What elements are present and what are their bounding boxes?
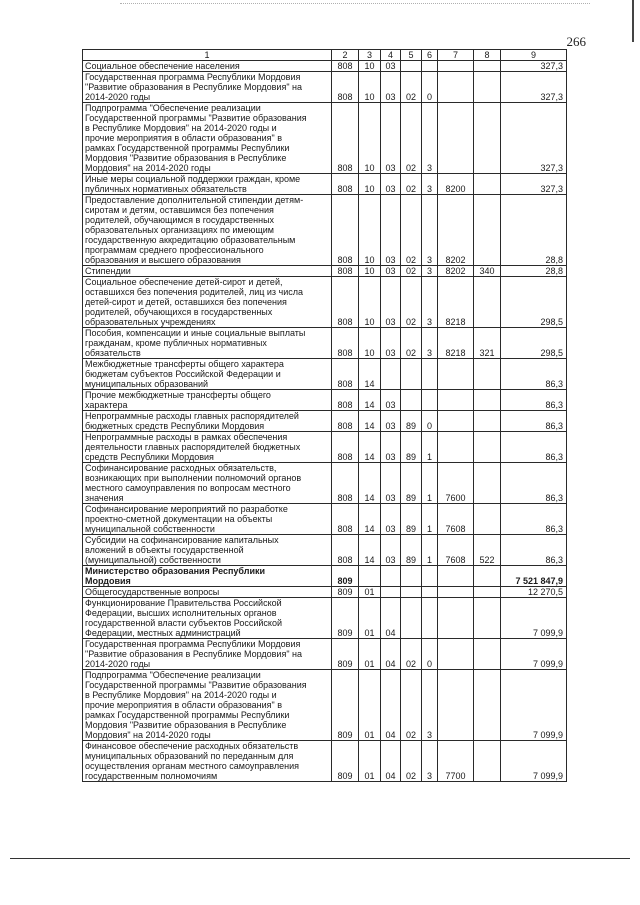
description-line: (муниципальной) собственности: [85, 555, 221, 565]
code-expense-type-cell: [474, 195, 501, 266]
code-direction-cell: [438, 390, 474, 411]
description-line: государственным полномочиям: [85, 771, 218, 781]
amount-cell: 7 099,9: [501, 639, 567, 670]
code-subprogram-cell: 1: [422, 535, 438, 566]
code-section-cell: 10: [359, 328, 381, 359]
description-line: местного самоуправления по вопросам местного: [85, 483, 291, 493]
description-line: гражданам, кроме публичных нормативных: [85, 338, 267, 348]
amount-cell: 86,3: [501, 432, 567, 463]
code-subsection-cell: 03: [381, 277, 401, 328]
description-line: Межбюджетные трансферты общего характера: [85, 359, 284, 369]
description-line: Непрограммные расходы в рамках обеспечения: [85, 432, 288, 442]
code-expense-type-cell: [474, 432, 501, 463]
description-line: прочие мероприятия в области образования" в: [85, 133, 282, 143]
description-line: образования и высшего образования: [85, 255, 241, 265]
description-line: Социальное обеспечение детей-сирот и детей,: [85, 277, 283, 287]
code-program-cell: 02: [401, 195, 422, 266]
description-line: Государственной программы "Развитие образования: [85, 113, 307, 123]
code-expense-type-cell: [474, 741, 501, 782]
description-cell: [83, 411, 332, 432]
code-program-cell: 02: [401, 266, 422, 277]
description-line: "Развитие образования в Республике Мордовия" на: [85, 649, 303, 659]
description-line: образовательных учреждениях: [85, 317, 216, 327]
code-subprogram-cell: 3: [422, 103, 438, 174]
description-line: деятельности главных распорядителей бюджетных: [85, 442, 301, 452]
table-row: [83, 61, 567, 72]
code-subsection-cell: 03: [381, 103, 401, 174]
description-line: родителей, обучающихся в государственных: [85, 307, 273, 317]
code-ministry-cell: 808: [332, 432, 359, 463]
code-expense-type-cell: [474, 277, 501, 328]
description-line: муниципальных образований: [85, 379, 209, 389]
amount-cell: 12 270,5: [501, 587, 567, 598]
description-line: программам среднего профессионального: [85, 245, 264, 255]
description-cell: [83, 598, 332, 639]
code-section-cell: 10: [359, 61, 381, 72]
code-subprogram-cell: [422, 359, 438, 390]
code-subprogram-cell: 3: [422, 328, 438, 359]
description-line: Стипендии: [85, 266, 131, 276]
code-section-cell: [359, 566, 381, 587]
code-ministry-cell: 808: [332, 390, 359, 411]
description-cell: [83, 195, 332, 266]
code-direction-cell: [438, 670, 474, 741]
description-line: в Республике Мордовия" на 2014-2020 годы и: [85, 690, 277, 700]
description-cell: [83, 504, 332, 535]
code-section-cell: 14: [359, 463, 381, 504]
code-expense-type-cell: [474, 463, 501, 504]
description-line: возникающих при выполнении полномочий органов: [85, 473, 302, 483]
table-row: [83, 741, 567, 782]
description-line: Иные меры социальной поддержки граждан, кроме: [85, 174, 301, 184]
description-cell: [83, 741, 332, 782]
amount-cell: 298,5: [501, 328, 567, 359]
budget-table: [82, 49, 567, 782]
code-program-cell: 02: [401, 174, 422, 195]
code-ministry-cell: 809: [332, 639, 359, 670]
code-expense-type-cell: 340: [474, 266, 501, 277]
code-ministry-cell: 808: [332, 61, 359, 72]
code-subprogram-cell: [422, 587, 438, 598]
header-cell: 5: [401, 50, 422, 61]
description-line: Софинансирование расходных обязательств,: [85, 463, 277, 473]
code-section-cell: 01: [359, 587, 381, 598]
code-section-cell: 10: [359, 277, 381, 328]
code-section-cell: 01: [359, 670, 381, 741]
scan-corner-mark: [632, 0, 634, 42]
description-line: Функционирование Правительства Российской: [85, 598, 282, 608]
description-cell: [83, 328, 332, 359]
table-row: [83, 103, 567, 174]
code-program-cell: 02: [401, 670, 422, 741]
code-program-cell: 02: [401, 741, 422, 782]
header-cell: 3: [359, 50, 381, 61]
description-line: оставшихся без попечения родителей, лиц из числа: [85, 287, 304, 297]
amount-cell: 7 099,9: [501, 741, 567, 782]
code-subprogram-cell: 1: [422, 432, 438, 463]
code-subsection-cell: 03: [381, 390, 401, 411]
header-cell: 7: [438, 50, 474, 61]
code-program-cell: [401, 566, 422, 587]
description-line: осуществления органам местного самоуправления: [85, 761, 299, 771]
code-ministry-cell: 809: [332, 598, 359, 639]
amount-cell: 327,3: [501, 174, 567, 195]
description-line: Мордовия" на 2014-2020 годы: [85, 163, 211, 173]
code-expense-type-cell: [474, 598, 501, 639]
code-subsection-cell: [381, 587, 401, 598]
code-subsection-cell: 03: [381, 328, 401, 359]
code-direction-cell: [438, 566, 474, 587]
code-program-cell: 89: [401, 432, 422, 463]
code-expense-type-cell: [474, 359, 501, 390]
table-row: [83, 174, 567, 195]
description-line: Федерации, местных администраций: [85, 628, 241, 638]
scan-bottom-edge: [10, 858, 630, 859]
code-subprogram-cell: 0: [422, 639, 438, 670]
code-subsection-cell: 03: [381, 61, 401, 72]
code-section-cell: 10: [359, 195, 381, 266]
code-expense-type-cell: [474, 103, 501, 174]
code-section-cell: 01: [359, 639, 381, 670]
table-row: [83, 266, 567, 277]
table-row: [83, 463, 567, 504]
header-cell: 4: [381, 50, 401, 61]
code-ministry-cell: 808: [332, 328, 359, 359]
code-section-cell: 01: [359, 598, 381, 639]
code-subprogram-cell: [422, 61, 438, 72]
code-direction-cell: 8200: [438, 174, 474, 195]
code-subsection-cell: 03: [381, 411, 401, 432]
code-program-cell: [401, 390, 422, 411]
code-expense-type-cell: 321: [474, 328, 501, 359]
description-line: характера: [85, 400, 128, 410]
description-line: Подпрограмма "Обеспечение реализации: [85, 670, 261, 680]
page-number: 266: [566, 34, 586, 49]
code-ministry-cell: 809: [332, 587, 359, 598]
table-row: [83, 411, 567, 432]
header-cell: 1: [83, 50, 332, 61]
code-section-cell: 14: [359, 411, 381, 432]
table-row: [83, 566, 567, 587]
code-program-cell: 89: [401, 504, 422, 535]
code-program-cell: [401, 359, 422, 390]
code-subsection-cell: 03: [381, 504, 401, 535]
description-line: Государственная программа Республики Мордовия: [85, 639, 301, 649]
table-row: [83, 277, 567, 328]
code-expense-type-cell: [474, 411, 501, 432]
description-line: бюджетам субъектов Российской Федерации и: [85, 369, 281, 379]
code-direction-cell: [438, 639, 474, 670]
code-ministry-cell: 808: [332, 463, 359, 504]
amount-cell: 86,3: [501, 463, 567, 504]
description-line: Мордовия" на 2014-2020 годы: [85, 730, 211, 740]
description-cell: [83, 670, 332, 741]
code-subsection-cell: 03: [381, 174, 401, 195]
code-subsection-cell: 03: [381, 463, 401, 504]
description-line: обязательств: [85, 348, 141, 358]
code-program-cell: 89: [401, 463, 422, 504]
amount-cell: 86,3: [501, 504, 567, 535]
code-subprogram-cell: 3: [422, 670, 438, 741]
description-cell: [83, 359, 332, 390]
description-line: Федерации, высших исполнительных органов: [85, 608, 277, 618]
amount-cell: 327,3: [501, 72, 567, 103]
code-direction-cell: 8218: [438, 277, 474, 328]
code-direction-cell: [438, 587, 474, 598]
amount-cell: 86,3: [501, 535, 567, 566]
header-cell: 6: [422, 50, 438, 61]
code-direction-cell: 8218: [438, 328, 474, 359]
description-line: сиротам и детям, оставшимся без попечения: [85, 205, 274, 215]
code-subprogram-cell: [422, 390, 438, 411]
table-row: [83, 504, 567, 535]
code-direction-cell: 8202: [438, 195, 474, 266]
code-subprogram-cell: 1: [422, 463, 438, 504]
description-cell: [83, 174, 332, 195]
description-cell: [83, 72, 332, 103]
code-program-cell: 89: [401, 411, 422, 432]
code-ministry-cell: 808: [332, 195, 359, 266]
code-expense-type-cell: [474, 390, 501, 411]
table-row: [83, 432, 567, 463]
table-row: [83, 359, 567, 390]
budget-table-container: [82, 49, 566, 782]
description-line: Пособия, компенсации и иные социальные выплаты: [85, 328, 306, 338]
code-subsection-cell: 03: [381, 72, 401, 103]
description-cell: [83, 463, 332, 504]
description-line: 2014-2020 годы: [85, 92, 151, 102]
code-subprogram-cell: [422, 598, 438, 639]
scan-top-edge: [120, 3, 590, 4]
description-line: средств Республики Мордовия: [85, 452, 214, 462]
description-line: 2014-2020 годы: [85, 659, 151, 669]
amount-cell: 327,3: [501, 61, 567, 72]
table-row: [83, 639, 567, 670]
description-cell: [83, 587, 332, 598]
amount-cell: 86,3: [501, 411, 567, 432]
code-section-cell: 14: [359, 359, 381, 390]
table-row: [83, 328, 567, 359]
code-ministry-cell: 808: [332, 72, 359, 103]
description-cell: [83, 390, 332, 411]
code-ministry-cell: 808: [332, 103, 359, 174]
code-section-cell: 10: [359, 266, 381, 277]
code-direction-cell: [438, 61, 474, 72]
description-line: государственную аккредитацию образовательным: [85, 235, 296, 245]
code-subprogram-cell: 3: [422, 741, 438, 782]
code-section-cell: 14: [359, 504, 381, 535]
code-program-cell: 02: [401, 103, 422, 174]
code-subsection-cell: 03: [381, 535, 401, 566]
code-subsection-cell: 03: [381, 432, 401, 463]
code-program-cell: 02: [401, 277, 422, 328]
code-ministry-cell: 808: [332, 535, 359, 566]
description-cell: [83, 566, 332, 587]
description-line: прочие мероприятия в области образования" в: [85, 700, 282, 710]
description-line: проектно-сметной документации на объекты: [85, 514, 273, 524]
amount-cell: 28,8: [501, 195, 567, 266]
code-subsection-cell: [381, 359, 401, 390]
code-subprogram-cell: [422, 566, 438, 587]
code-expense-type-cell: [474, 72, 501, 103]
description-line: рамках Государственной программы Республики: [85, 710, 290, 720]
description-line: муниципальных образований по переданным для: [85, 751, 294, 761]
code-ministry-cell: 809: [332, 566, 359, 587]
code-ministry-cell: 809: [332, 741, 359, 782]
header-row: [83, 50, 567, 61]
description-cell: [83, 277, 332, 328]
description-line: значения: [85, 493, 124, 503]
code-direction-cell: [438, 103, 474, 174]
code-subprogram-cell: 0: [422, 72, 438, 103]
amount-cell: 7 521 847,9: [501, 566, 567, 587]
description-line: родителей, обучающимся в государственных: [85, 215, 275, 225]
code-subprogram-cell: 3: [422, 277, 438, 328]
description-line: Социальное обеспечение населения: [85, 61, 240, 71]
code-direction-cell: [438, 411, 474, 432]
description-line: Непрограммные расходы главных распорядителей: [85, 411, 299, 421]
code-program-cell: 89: [401, 535, 422, 566]
code-ministry-cell: 808: [332, 504, 359, 535]
code-direction-cell: 7600: [438, 463, 474, 504]
description-line: вложений в объекты государственной: [85, 545, 244, 555]
code-direction-cell: [438, 72, 474, 103]
code-expense-type-cell: [474, 174, 501, 195]
code-direction-cell: 7608: [438, 535, 474, 566]
code-expense-type-cell: [474, 61, 501, 72]
code-section-cell: 14: [359, 432, 381, 463]
description-line: Субсидии на софинансирование капитальных: [85, 535, 279, 545]
code-subsection-cell: 04: [381, 670, 401, 741]
description-line: детей-сирот и детей, оставшихся без попечения: [85, 297, 287, 307]
code-expense-type-cell: [474, 504, 501, 535]
description-line: Министерство образования Республики: [85, 566, 266, 576]
code-ministry-cell: 808: [332, 277, 359, 328]
code-expense-type-cell: [474, 670, 501, 741]
code-subsection-cell: 04: [381, 741, 401, 782]
amount-cell: 86,3: [501, 359, 567, 390]
table-row: [83, 670, 567, 741]
code-subprogram-cell: 3: [422, 195, 438, 266]
description-cell: [83, 103, 332, 174]
description-line: "Развитие образования в Республике Мордовия" на: [85, 82, 303, 92]
code-program-cell: [401, 587, 422, 598]
description-line: Софинансирование мероприятий по разработке: [85, 504, 288, 514]
code-direction-cell: [438, 359, 474, 390]
code-expense-type-cell: [474, 639, 501, 670]
code-direction-cell: [438, 598, 474, 639]
description-cell: [83, 61, 332, 72]
code-program-cell: 02: [401, 328, 422, 359]
description-cell: [83, 266, 332, 277]
description-line: Государственной программы "Развитие образования: [85, 680, 307, 690]
amount-cell: 298,5: [501, 277, 567, 328]
code-section-cell: 10: [359, 174, 381, 195]
description-line: Прочие межбюджетные трансферты общего: [85, 390, 271, 400]
code-direction-cell: [438, 432, 474, 463]
code-subsection-cell: [381, 566, 401, 587]
amount-cell: 86,3: [501, 390, 567, 411]
code-expense-type-cell: [474, 566, 501, 587]
code-program-cell: 02: [401, 72, 422, 103]
code-section-cell: 01: [359, 741, 381, 782]
table-row: [83, 390, 567, 411]
code-subsection-cell: 03: [381, 266, 401, 277]
code-subsection-cell: 04: [381, 639, 401, 670]
table-row: [83, 72, 567, 103]
amount-cell: 327,3: [501, 103, 567, 174]
code-ministry-cell: 808: [332, 411, 359, 432]
header-cell: 2: [332, 50, 359, 61]
code-section-cell: 10: [359, 72, 381, 103]
code-ministry-cell: 808: [332, 174, 359, 195]
code-direction-cell: 8202: [438, 266, 474, 277]
code-program-cell: [401, 61, 422, 72]
amount-cell: 7 099,9: [501, 598, 567, 639]
description-line: Подпрограмма "Обеспечение реализации: [85, 103, 261, 113]
description-line: публичных нормативных обязательств: [85, 184, 247, 194]
header-cell: 8: [474, 50, 501, 61]
code-direction-cell: 7608: [438, 504, 474, 535]
description-line: Мордовия "Развитие образования в Республике: [85, 720, 287, 730]
code-subsection-cell: 04: [381, 598, 401, 639]
description-cell: [83, 432, 332, 463]
code-ministry-cell: 809: [332, 670, 359, 741]
description-line: рамках Государственной программы Республики: [85, 143, 290, 153]
description-line: Государственная программа Республики Мордовия: [85, 72, 301, 82]
table-row: [83, 587, 567, 598]
description-line: Мордовия: [85, 576, 131, 586]
description-cell: [83, 639, 332, 670]
description-line: Мордовия "Развитие образования в Республике: [85, 153, 287, 163]
table-row: [83, 195, 567, 266]
code-subprogram-cell: 3: [422, 266, 438, 277]
description-cell: [83, 535, 332, 566]
code-section-cell: 14: [359, 390, 381, 411]
code-expense-type-cell: [474, 587, 501, 598]
code-program-cell: [401, 598, 422, 639]
table-row: [83, 535, 567, 566]
description-line: Финансовое обеспечение расходных обязательств: [85, 741, 299, 751]
table-row: [83, 598, 567, 639]
code-expense-type-cell: 522: [474, 535, 501, 566]
description-line: муниципальной собственности: [85, 524, 215, 534]
amount-cell: 7 099,9: [501, 670, 567, 741]
amount-cell: 28,8: [501, 266, 567, 277]
code-subsection-cell: 03: [381, 195, 401, 266]
header-cell: 9: [501, 50, 567, 61]
code-section-cell: 14: [359, 535, 381, 566]
description-line: образовательных организациях по имеющим: [85, 225, 274, 235]
code-section-cell: 10: [359, 103, 381, 174]
description-line: в Республике Мордовия" на 2014-2020 годы и: [85, 123, 277, 133]
description-line: Общегосударственные вопросы: [85, 587, 220, 597]
description-line: бюджетных средств Республики Мордовия: [85, 421, 265, 431]
code-direction-cell: 7700: [438, 741, 474, 782]
code-program-cell: 02: [401, 639, 422, 670]
code-ministry-cell: 808: [332, 266, 359, 277]
description-line: государственной власти субъектов Российской: [85, 618, 282, 628]
code-subprogram-cell: 1: [422, 504, 438, 535]
code-subprogram-cell: 3: [422, 174, 438, 195]
code-subprogram-cell: 0: [422, 411, 438, 432]
description-line: Предоставление дополнительной стипендии детям-: [85, 195, 304, 205]
code-ministry-cell: 808: [332, 359, 359, 390]
